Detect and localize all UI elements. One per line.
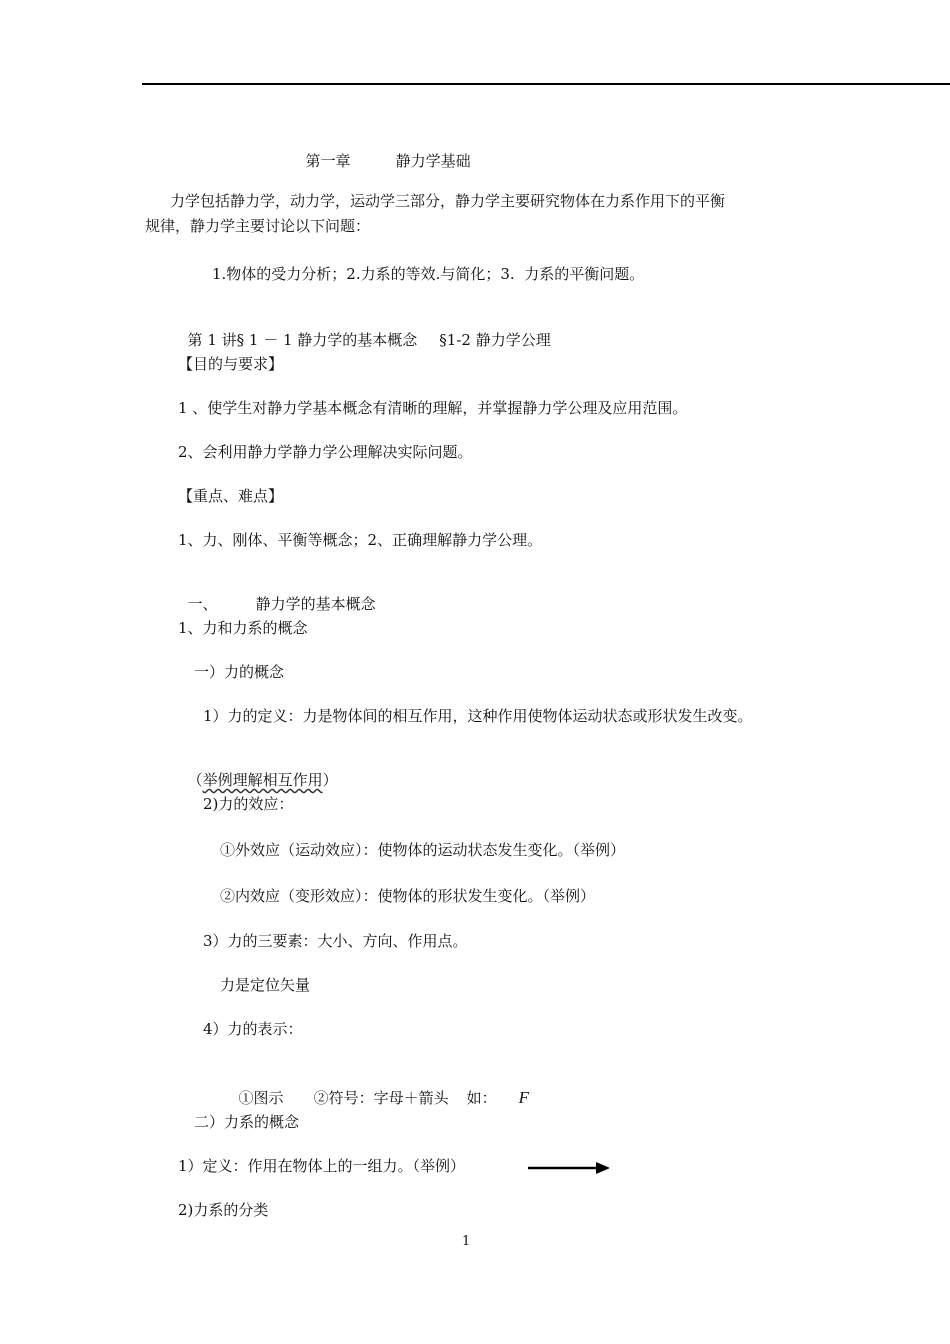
- chapter-heading: [296, 131, 471, 171]
- chapter-number: 第一章: [305, 152, 351, 170]
- page-number: 1: [462, 1234, 471, 1249]
- rep-symbol: ②符号：字母＋箭头: [313, 1089, 449, 1107]
- force-definition: 1）力的定义：力是物体间的相互作用，这种作用使物体运动状态或形状发生改变。: [203, 707, 753, 725]
- representation-heading: 4）力的表示：: [203, 1020, 303, 1038]
- chapter-title: 静力学基础: [395, 152, 471, 170]
- example-note: [178, 750, 338, 790]
- keypoints-heading: 【重点、难点】: [178, 487, 284, 505]
- lecture-heading: [178, 310, 551, 350]
- topics-list: 1.物体的受力分析；2.力系的等效.与简化；3. 力系的平衡问题。: [212, 265, 645, 283]
- section-1-heading: [178, 574, 376, 614]
- objective-item-2: 2、会利用静力学静力学公理解决实际问题。: [178, 443, 473, 461]
- force-system-classification: 2)力系的分类: [178, 1201, 269, 1219]
- three-elements: 3）力的三要素：大小、方向、作用点。: [203, 932, 468, 950]
- intro-line-2: 规律，静力学主要讨论以下问题：: [145, 217, 371, 235]
- lecture-label: 第 1 讲§ 1 － 1 静力学的基本概念: [187, 331, 418, 349]
- header-rule: [142, 83, 950, 85]
- objectives-heading: 【目的与要求】: [178, 355, 284, 373]
- example-text: 举例理解相互作用: [202, 771, 323, 789]
- section-1-title: 静力学的基本概念: [255, 595, 376, 613]
- example-open-paren: （: [187, 771, 203, 789]
- rep-diagram: ①图示: [238, 1089, 284, 1107]
- force-system-definition: 1）定义：作用在物体上的一组力。（举例）: [178, 1157, 466, 1175]
- intro-line-1: 力学包括静力学，动力学，运动学三部分，静力学主要研究物体在力系作用下的平衡: [170, 192, 726, 210]
- section-1-number: 一、: [187, 595, 218, 613]
- force-arrow-icon: [528, 1160, 610, 1176]
- lecture-section-2: §1-2 静力学公理: [439, 331, 551, 349]
- keypoints-text: 1、力、刚体、平衡等概念；2、正确理解静力学公理。: [178, 531, 543, 549]
- objective-item-1: 1 、使学生对静力学基本概念有清晰的理解，并掌握静力学公理及应用范围。: [178, 399, 688, 417]
- fixed-vector-note: 力是定位矢量: [220, 976, 311, 994]
- representation-line: [229, 1068, 529, 1108]
- force-system-heading: 二）力系的概念: [194, 1113, 300, 1131]
- effects-heading: 2)力的效应：: [203, 795, 294, 813]
- force-concept-heading: 一）力的概念: [194, 663, 285, 681]
- subsection-1-heading: 1、力和力系的概念: [178, 619, 308, 637]
- effect-internal: ②内效应（变形效应）：使物体的形状发生变化。（举例）: [220, 887, 596, 905]
- effect-external: ①外效应（运动效应）：使物体的运动状态发生变化。（举例）: [220, 841, 626, 859]
- force-symbol-f: F: [518, 1088, 529, 1107]
- example-close-paren: ）: [322, 771, 338, 789]
- rep-example: 如：: [466, 1089, 497, 1107]
